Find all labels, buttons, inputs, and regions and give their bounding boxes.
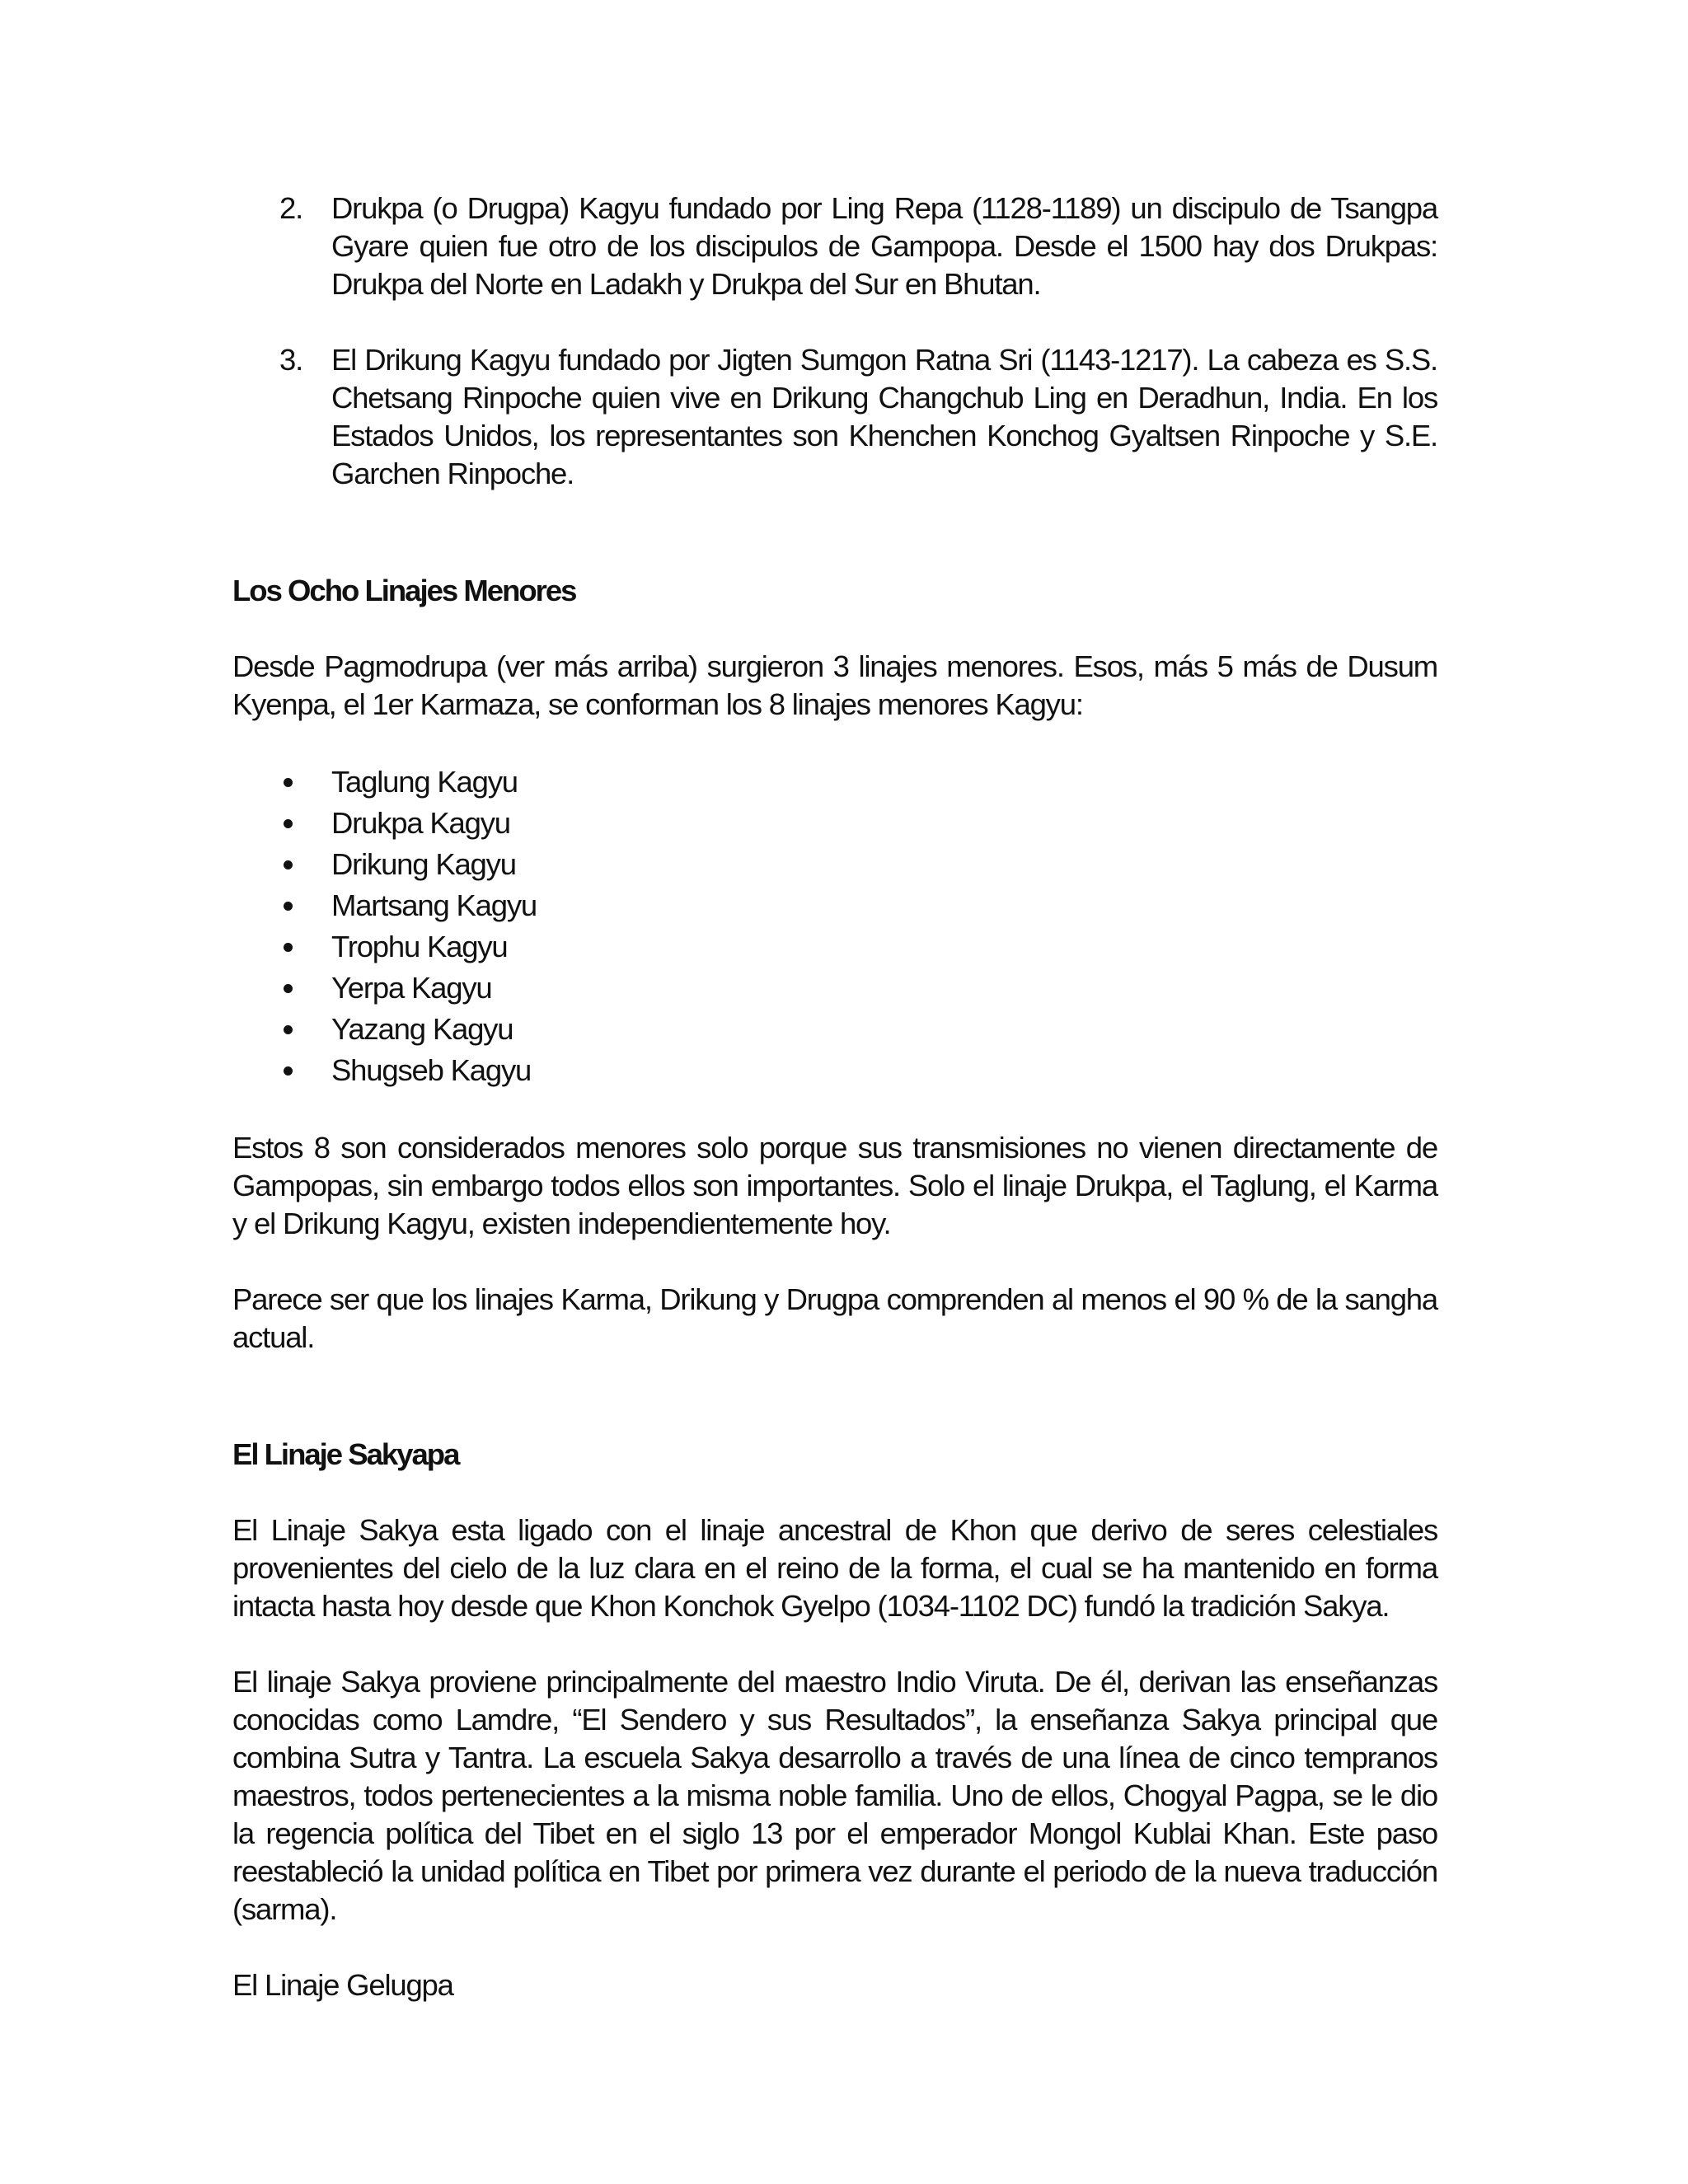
section-heading-sakyapa: El Linaje Sakyapa: [232, 1437, 459, 1471]
list-item: [232, 844, 1437, 885]
section-heading-ocho-linajes: Los Ocho Linajes Menores: [232, 574, 576, 607]
lineage-name: Yerpa Kagyu: [331, 971, 492, 1005]
document-page: [232, 190, 1437, 2004]
lineage-bullet-list: [232, 762, 1437, 1091]
list-item: [232, 762, 1437, 803]
item-number: 3.: [279, 343, 303, 377]
bullet-icon: [284, 778, 293, 787]
lineage-name: Martsang Kagyu: [331, 888, 537, 922]
bullet-icon: [284, 1025, 293, 1034]
paragraph-menores: Estos 8 son considerados menores solo porque sus transmisiones no vienen directamente de Gampopas, sin embargo todos ellos son importantes. Solo el linaje Drukpa, el Taglung, el Karma y el Drikung Kagyu, existen independientemente hoy.: [232, 1131, 1437, 1240]
numbered-item: [232, 341, 1437, 493]
item-text: El Drikung Kagyu fundado por Jigten Sumgon Ratna Sri (1143-1217). La cabeza es S.S. Chetsang Rinpoche quien vive en Drikung Changchub Ling en Deradhun, India. En los Estados Unidos, los representantes son Khenchen Konchog Gyaltsen Rinpoche y S.E. Garchen Rinpoche.: [331, 343, 1437, 490]
item-number: 2.: [279, 191, 303, 225]
lineage-name: Taglung Kagyu: [331, 765, 518, 799]
item-text: Drukpa (o Drugpa) Kagyu fundado por Ling Repa (1128-1189) un discipulo de Tsangpa Gyare quien fue otro de los discipulos de Gampopa. Desde el 1500 hay dos Drukpas: Drukpa del Norte en Ladakh y Drukpa del Sur en Bhutan.: [331, 191, 1437, 301]
list-item: [232, 885, 1437, 926]
list-item: [232, 926, 1437, 968]
bullet-icon: [284, 1066, 293, 1076]
bullet-icon: [284, 902, 293, 911]
lineage-name: Shugseb Kagyu: [331, 1053, 532, 1087]
bullet-icon: [284, 860, 293, 869]
lineage-name: Drikung Kagyu: [331, 847, 516, 881]
lineage-name: Yazang Kagyu: [331, 1012, 513, 1046]
intro-paragraph: Desde Pagmodrupa (ver más arriba) surgieron 3 linajes menores. Esos, más 5 más de Dusum Kyenpa, el 1er Karmaza, se conforman los 8 linajes menores Kagyu:: [232, 649, 1437, 721]
list-item: [232, 1050, 1437, 1091]
section-heading-gelugpa: El Linaje Gelugpa: [232, 1968, 453, 2002]
paragraph-sakya-khon: El Linaje Sakya esta ligado con el linaje ancestral de Khon que derivo de seres celestiales provenientes del cielo de la luz clara en el reino de la forma, el cual se ha mantenido en forma intacta hasta hoy desde que Khon Konchok Gyelpo (1034-1102 DC) fundó la tradición Sakya.: [232, 1513, 1437, 1623]
bullet-icon: [284, 943, 293, 952]
paragraph-sangha: Parece ser que los linajes Karma, Drikung y Drugpa comprenden al menos el 90 % de la sangha actual.: [232, 1282, 1437, 1354]
lineage-name: Trophu Kagyu: [331, 930, 508, 963]
lineage-name: Drukpa Kagyu: [331, 806, 510, 840]
bullet-icon: [284, 819, 293, 828]
list-item: [232, 1009, 1437, 1050]
paragraph-sakya-viruta: El linaje Sakya proviene principalmente del maestro Indio Viruta. De él, derivan las enseñanzas conocidas como Lamdre, “El Sendero y sus Resultados”, la enseñanza Sakya principal que combina Sutra y Tantra. La escuela Sakya desarrollo a través de una línea de cinco tempranos maestros, todos pertenecientes a la misma noble familia. Uno de ellos, Chogyal Pagpa, se le dio la regencia política del Tibet en el siglo 13 por el emperador Mongol Kublai Khan. Este paso reestableció la unidad política en Tibet por primera vez durante el periodo de la nueva traducción (sarma).: [232, 1665, 1437, 1926]
list-item: [232, 968, 1437, 1009]
list-item: [232, 803, 1437, 844]
numbered-item: [232, 190, 1437, 303]
bullet-icon: [284, 984, 293, 993]
numbered-list: [232, 190, 1437, 493]
